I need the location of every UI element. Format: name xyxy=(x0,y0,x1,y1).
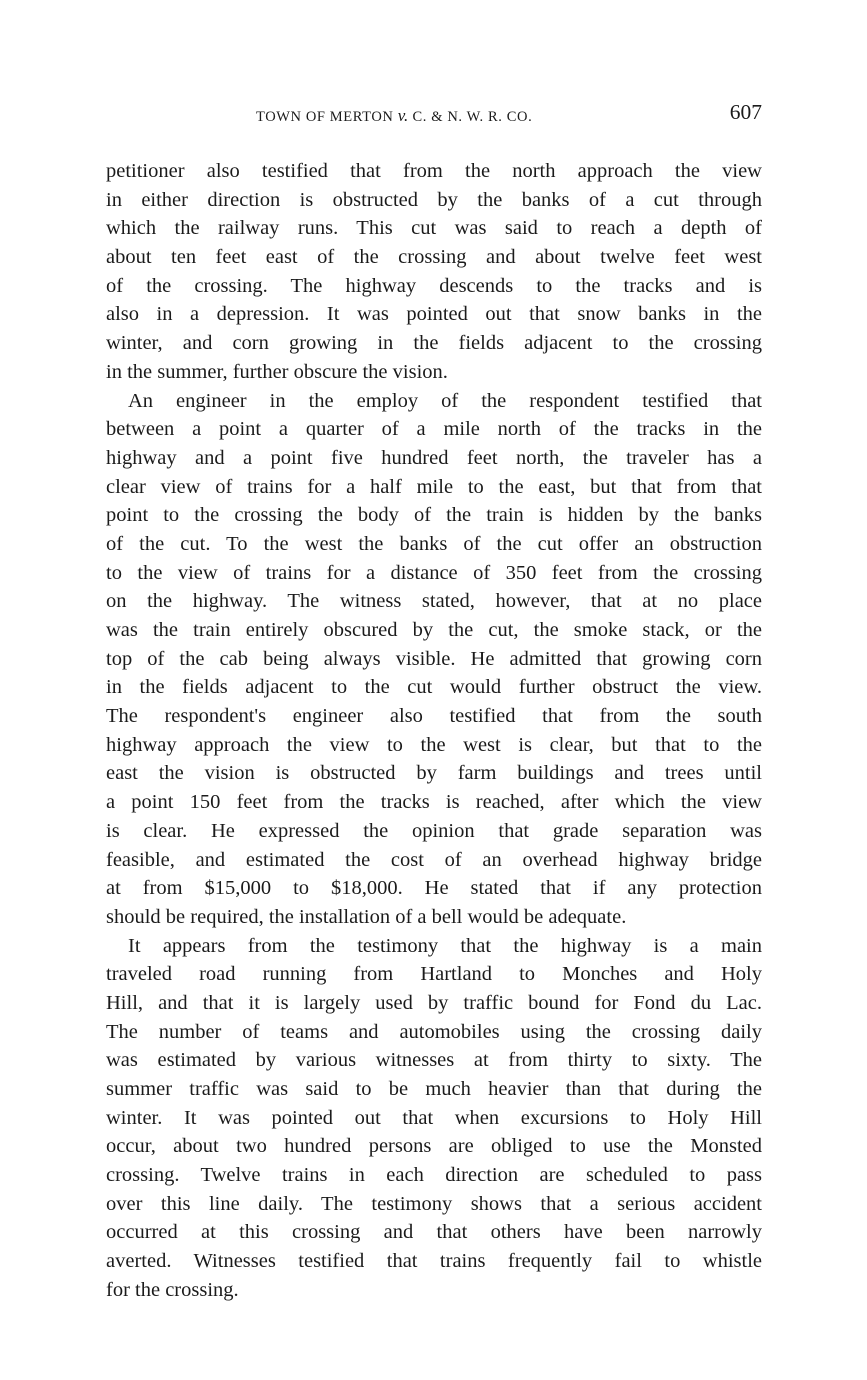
text-line: point to the crossing the body of the train is hidden by the banks xyxy=(106,504,762,527)
title-part-1: TOWN OF MERTON xyxy=(256,109,394,125)
text-line: crossing. Twelve trains in each direction are scheduled to pass xyxy=(106,1164,762,1187)
text-line: highway approach the view to the west is clear, but that to the xyxy=(106,733,762,756)
text-line: which the railway runs. This cut was said to reach a depth of xyxy=(106,217,762,240)
body-text xyxy=(106,157,762,1305)
text-line: also in a depression. It was pointed out that snow banks in the xyxy=(106,303,762,326)
text-line: traveled road running from Hartland to Monches and Holy xyxy=(106,963,762,986)
text-line: over this line daily. The testimony shows that a serious accident xyxy=(106,1192,762,1215)
text-line: to the view of trains for a distance of 350 feet from the crossing xyxy=(106,561,762,584)
text-line: about ten feet east of the crossing and about twelve feet west xyxy=(106,246,762,269)
running-title xyxy=(256,106,532,126)
text-line: in the summer, further obscure the vision. xyxy=(106,360,448,383)
text-line: is clear. He expressed the opinion that grade separation was xyxy=(106,819,762,842)
running-head xyxy=(106,100,762,130)
text-line: summer traffic was said to be much heavier than that during the xyxy=(106,1078,762,1100)
text-line: winter, and corn growing in the fields adjacent to the crossing xyxy=(106,332,762,355)
text-line: on the highway. The witness stated, however, that at no place xyxy=(106,590,762,613)
text-line: of the crossing. The highway descends to the tracks and is xyxy=(106,274,762,297)
text-line: a point 150 feet from the tracks is reached, after which the view xyxy=(106,791,762,814)
text-line: petitioner also testified that from the north approach the view xyxy=(106,160,762,182)
text-line: occurred at this crossing and that others have been narrowly xyxy=(106,1221,762,1244)
paragraph-3 xyxy=(106,932,762,1305)
text-line: occur, about two hundred persons are obliged to use the Monsted xyxy=(106,1135,762,1158)
title-part-2: C. & N. W. R. CO. xyxy=(412,109,533,125)
text-line: Hill, and that it is largely used by traffic bound for Fond du Lac. xyxy=(106,991,762,1014)
text-line: in either direction is obstructed by the banks of a cut through xyxy=(106,188,762,211)
title-versus: v. xyxy=(397,106,409,125)
text-line: between a point a quarter of a mile north of the tracks in the xyxy=(106,418,762,441)
paragraph-1 xyxy=(106,157,762,387)
text-line: feasible, and estimated the cost of an overhead highway bridge xyxy=(106,848,762,871)
paragraph-2 xyxy=(106,387,762,932)
text-line: of the cut. To the west the banks of the cut offer an obstruction xyxy=(106,532,762,555)
text-line: was estimated by various witnesses at from thirty to sixty. The xyxy=(106,1049,762,1072)
text-line: for the crossing. xyxy=(106,1278,239,1301)
page-number: 607 xyxy=(729,100,762,124)
text-line: clear view of trains for a half mile to the east, but that from that xyxy=(106,475,762,498)
text-line: It appears from the testimony that the highway is a main xyxy=(128,934,762,957)
text-line: averted. Witnesses testified that trains frequently fail to whistle xyxy=(106,1250,762,1273)
text-line: top of the cab being always visible. He admitted that growing corn xyxy=(106,647,762,670)
text-line: was the train entirely obscured by the cut, the smoke stack, or the xyxy=(106,619,762,641)
text-line: in the fields adjacent to the cut would further obstruct the view. xyxy=(106,676,762,699)
text-line: should be required, the installation of a bell would be adequate. xyxy=(106,905,627,928)
text-line: The respondent's engineer also testified that from the south xyxy=(106,705,762,728)
text-line: winter. It was pointed out that when excursions to Holy Hill xyxy=(106,1106,762,1129)
text-line: An engineer in the employ of the respondent testified that xyxy=(128,389,762,412)
text-line: east the vision is obstructed by farm buildings and trees until xyxy=(106,762,762,785)
text-line: at from $15,000 to $18,000. He stated that if any protection xyxy=(106,877,762,900)
text-line: The number of teams and automobiles using the crossing daily xyxy=(106,1020,762,1043)
text-line: highway and a point five hundred feet north, the traveler has a xyxy=(106,446,762,469)
